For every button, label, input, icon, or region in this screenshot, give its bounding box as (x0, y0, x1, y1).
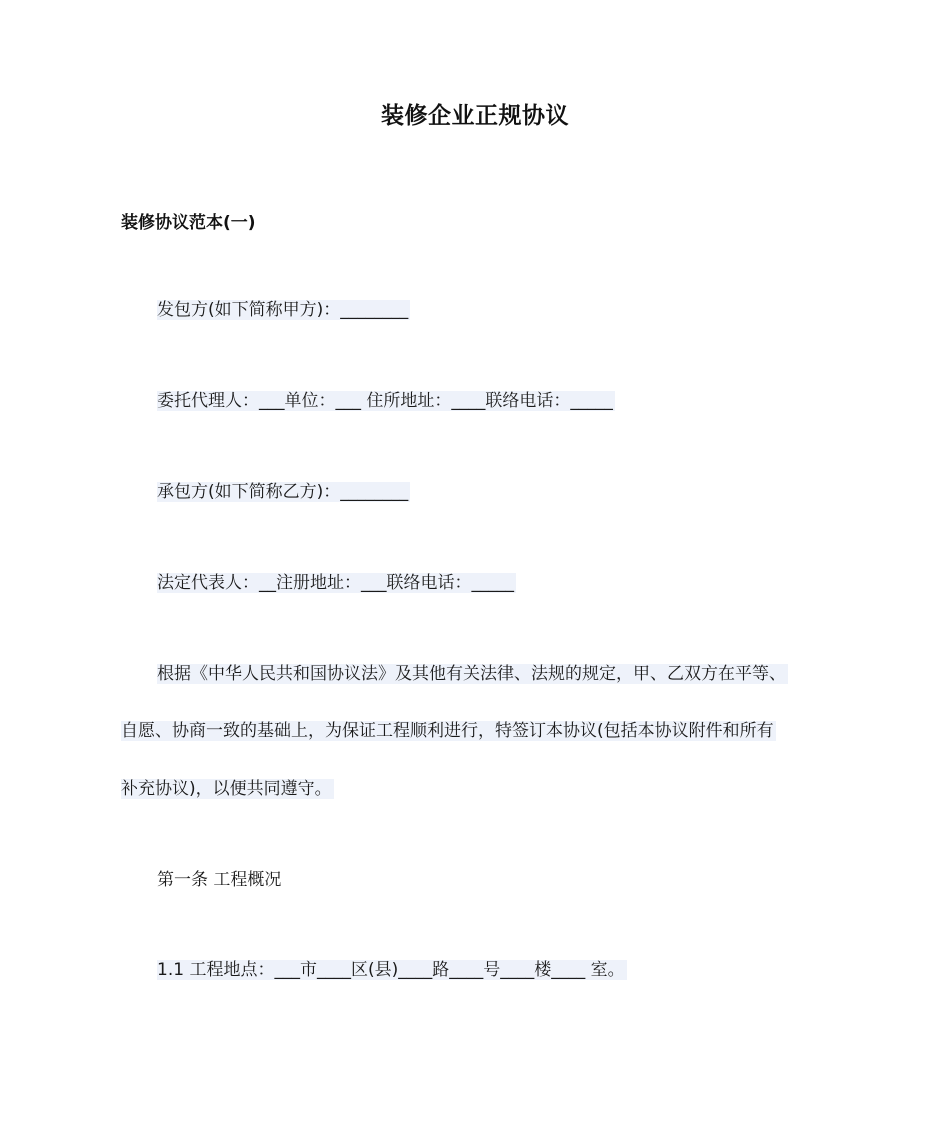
preamble-line-3 (121, 777, 334, 801)
preamble-line-2 (121, 719, 776, 743)
document-subtitle: 装修协议范本(一) (121, 213, 256, 233)
party-b-line (157, 480, 410, 504)
article-1-heading (157, 868, 281, 892)
legal-rep-line (157, 571, 516, 595)
document-title: 装修企业正规协议 (381, 103, 569, 129)
preamble-text-1: 根据《中华人民共和国协议法》及其他有关法律、法规的规定，甲、乙双方在平等、 (157, 664, 786, 684)
preamble-line-1 (157, 662, 788, 686)
preamble-text-3: 补充协议)，以便共同遵守。 (121, 779, 332, 799)
preamble-text-2: 自愿、协商一致的基础上，为保证工程顺利进行，特签订本协议(包括本协议附件和所有 (121, 721, 774, 741)
clause-1-1-line (157, 958, 627, 982)
agent-line (157, 389, 615, 413)
clause-1-1-text: 1.1 工程地点：___市____区(县)____路____号____楼____ 室。 (157, 960, 625, 980)
party-b-text: 承包方(如下简称乙方)：________ (157, 482, 409, 502)
article-1-text: 第一条 工程概况 (157, 870, 282, 890)
agent-text: 委托代理人：___单位：___ 住所地址：____联络电话：_____ (157, 391, 613, 411)
party-a-text: 发包方(如下简称甲方)：________ (157, 300, 409, 320)
legal-rep-text: 法定代表人：__注册地址：___联络电话：_____ (157, 573, 514, 593)
party-a-line (157, 298, 410, 322)
